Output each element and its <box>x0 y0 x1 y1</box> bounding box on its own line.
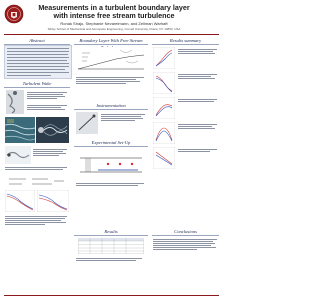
profile-plot-1 <box>153 47 175 69</box>
footer-rule <box>4 295 219 296</box>
equation-block <box>6 174 68 188</box>
section-heading-results-table: Results <box>74 228 148 236</box>
left-bottom-text <box>5 215 69 226</box>
section-heading-conclusions: Conclusions <box>152 228 219 236</box>
profile-plot-2 <box>153 72 175 94</box>
boundary-layer-schematic <box>76 47 146 73</box>
section-heading-turbulent-wake: Turbulent Wake <box>4 80 70 88</box>
section-heading-abstract: Abstract <box>4 37 70 45</box>
wake-caption <box>5 166 69 171</box>
instrumentation-text <box>101 113 147 122</box>
header-rule <box>4 34 219 35</box>
results-text <box>76 257 146 262</box>
probe-photo <box>76 112 98 134</box>
spectrum-plot-right <box>37 190 69 212</box>
section-heading-results: Results summary <box>152 37 219 45</box>
results-text-1 <box>178 48 219 55</box>
boundary-layer-text <box>76 76 146 85</box>
profile-plot-3 <box>153 97 175 119</box>
setup-text <box>76 182 146 187</box>
wake-text-1 <box>27 91 69 100</box>
wake-photo-smoke <box>5 146 31 164</box>
university-seal-icon <box>4 4 24 24</box>
wake-photo-cylinder <box>36 117 69 143</box>
profile-plot-5 <box>153 147 175 169</box>
wind-tunnel-schematic <box>78 150 144 180</box>
poster-title: Measurements in a turbulent boundary layer with intense free stream turbulence <box>38 3 190 20</box>
spectrum-plot-left <box>5 190 35 212</box>
wake-text-3 <box>33 148 69 157</box>
conclusions-text <box>153 238 219 251</box>
results-text-5 <box>178 148 219 153</box>
abstract-box <box>4 45 72 79</box>
results-table <box>78 238 144 254</box>
wake-photo-river <box>5 117 35 143</box>
results-text-4 <box>178 123 219 130</box>
results-text-3 <box>178 98 219 103</box>
affiliation: Sibley School of Mechanical and Aerospace Engineering, Cornell University, Ithaca, NY 14853, USA <box>47 27 181 31</box>
section-heading-experimental-setup: Experimental Set-Up <box>74 139 148 147</box>
profile-plot-4 <box>153 122 175 144</box>
results-text-2 <box>178 73 219 80</box>
section-heading-instrumentation: Instrumentation <box>74 102 148 110</box>
wake-photo-small <box>6 90 24 114</box>
section-heading-boundary-layer: Boundary Layer With Free Stream <box>74 37 148 45</box>
author-list: Ronak Shaju, Stephanie Nevarelmann, and Zellman Warhaft <box>60 21 168 26</box>
wake-text-2 <box>27 104 69 111</box>
